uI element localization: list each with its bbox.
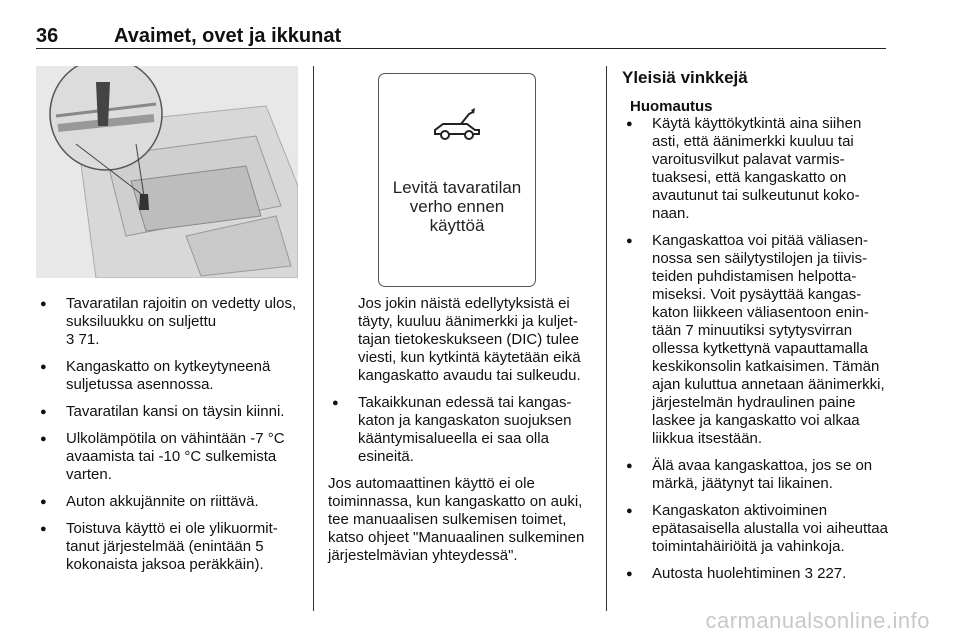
list-item: ● Takaikkunan edessä tai kangaskaton ja kangaskaton suojuksen kääntymisalueella ei saa olla esineitä. (328, 394, 592, 466)
list-item: ● Toistuva käyttö ei ole ylikuormittanut järjestelmää (enintään 5 kokonaista jaksoa peräkkäin). (36, 520, 298, 574)
paragraph: Jos jokin näistä edellytyksistä ei täyty, kuuluu äänimerkki ja kuljettajan tietokeskukseen (DIC) tulee viesti, kun kytkintä käytetään eikä kangaskatto avaudu tai sulkeudu. (358, 295, 581, 384)
list-item: ● Auton akkujännite on riittävä. (36, 493, 298, 511)
list-item: ● Tavaratilan kansi on täysin kiinni. (36, 403, 298, 421)
page-reference: 3 71. (66, 331, 100, 348)
column-1 (36, 66, 298, 583)
convertible-car-icon (431, 108, 483, 142)
list-item: ● Kangaskatto on kytkeytyneenä suljetussa asennossa. (36, 358, 298, 394)
page-header (36, 22, 886, 49)
bullet-list (328, 394, 592, 466)
watermark: carmanualsonline.info (705, 608, 930, 633)
warning-message: Levitä tavaratilan verho ennen käyttöä (392, 178, 522, 235)
page-number: 36 (36, 25, 59, 47)
list-item: ● Tavaratilan rajoitin on vedetty ulos, suksiluukku on suljettu 3 71. (36, 295, 298, 349)
column-2 (328, 66, 592, 574)
column-3 (622, 66, 888, 592)
tips-list (622, 115, 888, 583)
list-item: ● Ulkolämpötila on vähintään -7 °C avaamista tai -10 °C sulkemista varten. (36, 430, 298, 484)
list-item: ● Käytä käyttökytkintä aina siihen asti, että äänimerkki kuuluu tai varoitusvilkut palavat varmistuaksesi, että kangaskatto on avautunut tai sulkeutunut kokonaan. (622, 115, 888, 223)
requirements-list (36, 295, 298, 574)
list-item: ● Kangaskaton aktivoiminen epätasaisella alustalla voi aiheuttaa toimintahäiriöitä ja vahinkoja. (622, 502, 888, 556)
trunk-illustration (36, 66, 298, 278)
page-title: Avaimet, ovet ja ikkunat (114, 25, 342, 47)
note-label: Huomautus (630, 98, 713, 115)
list-item: ● Kangaskattoa voi pitää väliasennossa sen säilytystilojen ja tiivisteiden puhdistamisen helpottamiseksi. Voit pysäyttää kangaskaton liikkeen väliasentoon enintään 7 minuutiksi sytytysvirran ollessa kytkettynä vapauttamalla keskikonsolin katkaisimen. Tämän ajan kuluttua annetaan äänimerkki, järjestelmän hydraulinen paine laskee ja kangaskatto voi alkaa liikkua itsestään. (622, 232, 888, 448)
dic-warning-display (378, 73, 536, 287)
column-divider (313, 66, 314, 611)
list-item: ● Älä avaa kangaskattoa, jos se on märkä, jäätynyt tai likainen. (622, 457, 888, 493)
paragraph: Jos automaattinen käyttö ei ole toiminnassa, kun kangaskatto on auki, tee manuaalisen sulkemisen toimet, katso ohjeet "Manuaalinen sulkeminen järjestelmävian yhteydessä". (328, 475, 585, 564)
section-heading: Yleisiä vinkkejä (622, 68, 748, 87)
list-item: ● Autosta huolehtiminen 3 227. (622, 565, 888, 583)
column-divider (606, 66, 607, 611)
page-reference: 3 227. (804, 565, 847, 582)
